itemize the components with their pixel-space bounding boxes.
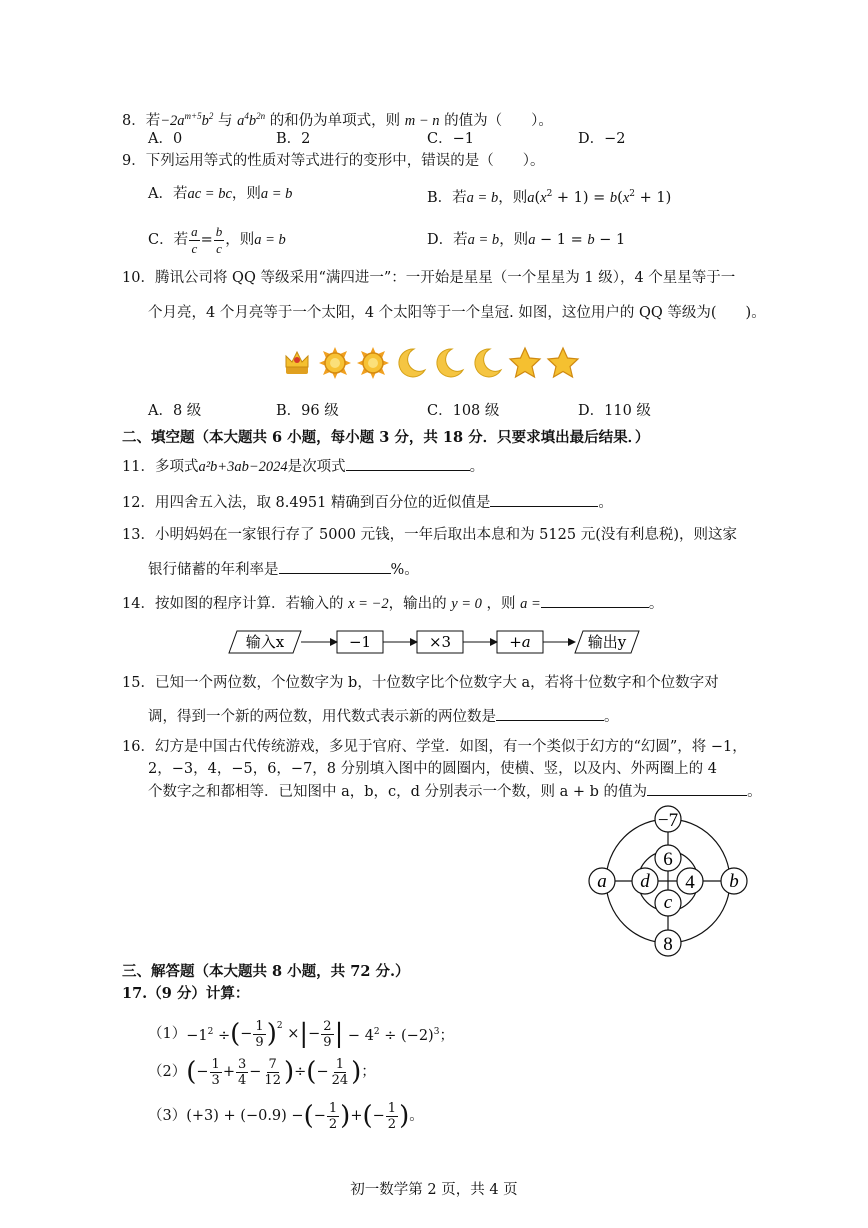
q12: 12．用四舍五入法，取 8.4951 精确到百分位的近似值是 。 <box>122 492 613 513</box>
flow-output-label: 输出y <box>587 633 627 651</box>
q9-option-d: D．若a = b，则a − 1 = b − 1 <box>427 232 626 248</box>
q9-option-b: B．若a = b，则$a(x^2 + 1) = b(x^2 + 1)$ <box>427 189 672 206</box>
page-footer: 初一数学第 2 页，共 4 页 <box>350 1182 518 1198</box>
flow-step3-label: +a <box>509 633 531 651</box>
q10-stem-line2: 个月亮，4 个月亮等于一个太阳，4 个太阳等于一个皇冠. 如图，这位用户的 QQ 等级为( )。 <box>148 305 766 321</box>
svg-text:b: b <box>729 871 739 892</box>
star-icon <box>546 346 580 380</box>
q16-answer-blank[interactable] <box>647 781 747 796</box>
q9-stem: 9．下列运用等式的性质对等式进行的变形中，错误的是（ ）。 <box>122 153 545 169</box>
moon-icon <box>470 346 504 380</box>
q14-answer-blank[interactable] <box>541 593 649 608</box>
q10-option-c: C．108 级 <box>427 403 500 419</box>
program-flowchart <box>225 625 645 661</box>
q17-part2: （2） ( − $\frac{1}{3}$ + $\frac{3}{4}$ − $\frac{7}{12}$ ) ÷ ( − $\frac{1}{24}$ ) ； <box>148 1056 376 1088</box>
q10-option-a: A．8 级 <box>148 403 202 419</box>
flow-step1-label: −1 <box>348 633 372 651</box>
q8-option-b: B．2 <box>276 131 311 147</box>
q11: 11．多项式a²b+3ab−2024是次项式 。 <box>122 456 484 477</box>
section3-heading: 三、解答题（本大题共 8 小题，共 72 分.） <box>122 963 410 980</box>
q15-line1: 15．已知一个两位数，个位数字为 b，十位数字比个位数字大 a，若将十位数字和个位数字对 <box>122 675 719 691</box>
q13-answer-blank[interactable] <box>279 559 391 574</box>
q17-part1: （1） $-1^2$ ÷ ( − $\frac{1}{9}$ ) $^2$ × | − $\frac{2}{9}$ | − $4^2 \div (-2)^3$； <box>148 1018 454 1050</box>
svg-text:4: 4 <box>685 872 695 893</box>
q11-answer-blank[interactable] <box>346 456 470 471</box>
q12-answer-blank[interactable] <box>490 492 598 507</box>
q10-stem-line1: 10．腾讯公司将 QQ 等级采用“满四进一”：一开始是星星（一个星星为 1 级），4 个星星等于一 <box>122 270 736 286</box>
svg-text:d: d <box>640 871 650 892</box>
q10-option-b: B．96 级 <box>276 403 339 419</box>
svg-text:−7: −7 <box>657 810 679 831</box>
q16-line2: 2，−3，4，−5，6，−7，8 分别填入图中的圆圈内，使横、竖，以及内、外两圈上的 4 <box>148 761 717 777</box>
svg-text:c: c <box>663 892 673 913</box>
moon-icon <box>394 346 428 380</box>
star-icon <box>508 346 542 380</box>
q16-line1: 16．幻方是中国古代传统游戏，多见于官府、学堂．如图，有一个类似于幻方的“幻圆”，将 −1， <box>122 739 747 755</box>
flow-step2-label: ×3 <box>428 633 452 651</box>
sun-icon <box>318 346 352 380</box>
section2-heading: 二、填空题（本大题共 6 小题，每小题 3 分，共 18 分．只要求填出最后结果．） <box>122 429 650 446</box>
svg-text:a: a <box>597 871 607 892</box>
svg-text:6: 6 <box>663 849 673 870</box>
moon-icon <box>432 346 466 380</box>
q8-option-c: C．−1 <box>427 131 474 147</box>
qq-level-icons <box>280 346 580 380</box>
q17-part3: （3） (+3) + (−0.9) − ( − $\frac{1}{2}$ ) + ( − $\frac{1}{2}$ ) 。 <box>148 1100 424 1132</box>
q8-option-d: D．−2 <box>578 131 626 147</box>
svg-text:8: 8 <box>663 934 673 955</box>
q15-line2: 调，得到一个新的两位数，用代数式表示新的两位数是 。 <box>148 706 619 727</box>
q13-line2: 银行储蓄的年利率是 %。 <box>148 559 419 580</box>
sun-icon <box>356 346 390 380</box>
magic-circle-diagram <box>584 803 754 961</box>
q9-option-c: C．若 $\frac{a}{c}$ = $\frac{b}{c}$ ，则 a = b <box>148 223 286 256</box>
q10-option-d: D．110 级 <box>578 403 651 419</box>
q15-answer-blank[interactable] <box>496 706 604 721</box>
flow-input-label: 输入x <box>245 633 285 651</box>
q8-option-a: A．0 <box>148 131 183 147</box>
crown-icon <box>280 346 314 380</box>
q16-line3: 个数字之和都相等．已知图中 a，b，c，d 分别表示一个数，则 a + b 的值为 。 <box>148 781 762 802</box>
q14: 14．按如图的程序计算．若输入的 x = −2，输出的 y = 0 ，则 a = 。 <box>122 593 663 614</box>
q17-heading: 17.（9 分）计算： <box>122 985 250 1002</box>
q9-option-a: A．若ac = bc，则a = b <box>148 186 293 202</box>
q8-stem: 8．若$-2a^{m+5}b^2$ 与 $a^4b^{2n}$ 的和仍为单项式，则 m − n 的值为（ ）。 <box>122 111 553 129</box>
q13-line1: 13．小明妈妈在一家银行存了 5000 元钱，一年后取出本息和为 5125 元(没有利息税)，则这家 <box>122 527 738 543</box>
